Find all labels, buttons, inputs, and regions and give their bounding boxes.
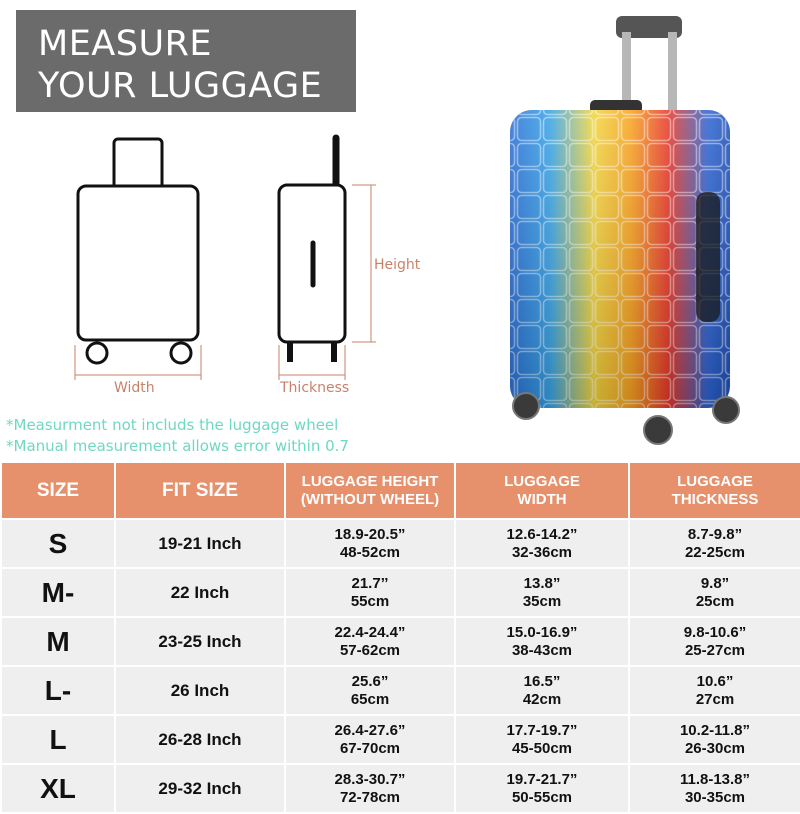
header-fit-size: FIT SIZE xyxy=(116,463,284,518)
width-label: Width xyxy=(114,380,155,396)
cell-thickness-cm: 27cm xyxy=(695,690,735,708)
cell-thickness-cm: 25cm xyxy=(695,592,735,610)
cell-width xyxy=(456,667,628,714)
cell-height xyxy=(286,569,454,616)
cell-fit-size: 23-25 Inch xyxy=(116,618,284,665)
trolley-handle-icon xyxy=(590,16,682,114)
table-row xyxy=(2,618,800,665)
header-width xyxy=(456,463,628,518)
cell-width xyxy=(456,520,628,567)
height-label: Height xyxy=(374,257,421,273)
cell-size: M xyxy=(2,618,114,665)
cell-fit-size: 26-28 Inch xyxy=(116,716,284,763)
cell-width-inch: 19.7-21.7” xyxy=(506,770,578,788)
cell-width-inch: 15.0-16.9” xyxy=(506,623,578,641)
table-row xyxy=(2,520,800,567)
header-thickness-line1: LUGGAGE xyxy=(677,472,753,490)
cell-thickness xyxy=(630,569,800,616)
cell-width-inch: 13.8” xyxy=(523,574,561,592)
thickness-label: Thickness xyxy=(280,380,350,396)
cell-thickness xyxy=(630,520,800,567)
cell-thickness xyxy=(630,765,800,812)
cell-height-cm: 65cm xyxy=(350,690,390,708)
cell-thickness-cm: 30-35cm xyxy=(684,788,746,806)
cell-height-cm: 55cm xyxy=(350,592,390,610)
cell-height-cm: 48-52cm xyxy=(339,543,401,561)
cell-thickness-cm: 22-25cm xyxy=(684,543,746,561)
cell-width-cm: 32-36cm xyxy=(511,543,573,561)
cell-fit-size: 22 Inch xyxy=(116,569,284,616)
table-header-row xyxy=(2,463,800,518)
size-chart-table xyxy=(0,461,800,814)
cell-width xyxy=(456,716,628,763)
height-dimension-line xyxy=(352,185,376,342)
cell-thickness-cm: 25-27cm xyxy=(684,641,746,659)
cell-thickness xyxy=(630,716,800,763)
title-banner xyxy=(16,10,356,112)
cell-height-inch: 18.9-20.5” xyxy=(334,525,406,543)
luggage-cover-image xyxy=(490,12,760,452)
cell-fit-size: 26 Inch xyxy=(116,667,284,714)
cell-width xyxy=(456,618,628,665)
cell-width-inch: 12.6-14.2” xyxy=(506,525,578,543)
header-width-line1: LUGGAGE xyxy=(504,472,580,490)
cell-thickness xyxy=(630,667,800,714)
cell-size: L xyxy=(2,716,114,763)
header-width-line2: WIDTH xyxy=(517,490,567,508)
cell-height-inch: 21.7’’ xyxy=(351,574,389,592)
cell-height-cm: 72-78cm xyxy=(339,788,401,806)
header-thickness-line2: THICKNESS xyxy=(671,490,759,508)
cell-width-inch: 17.7-19.7” xyxy=(506,721,578,739)
header-size: SIZE xyxy=(2,463,114,518)
cell-width-cm: 42cm xyxy=(522,690,562,708)
cell-thickness-inch: 11.8-13.8” xyxy=(679,770,751,788)
cell-height xyxy=(286,716,454,763)
cell-height xyxy=(286,667,454,714)
cell-height-inch: 25.6” xyxy=(351,672,389,690)
cell-size: XL xyxy=(2,765,114,812)
cell-height-cm: 67-70cm xyxy=(339,739,401,757)
table-row xyxy=(2,667,800,714)
cell-size: S xyxy=(2,520,114,567)
title-line-1: MEASURE xyxy=(38,24,213,64)
header-height-line1: LUGGAGE HEIGHT xyxy=(301,472,439,490)
cell-height-inch: 28.3-30.7” xyxy=(334,770,406,788)
cell-height-cm: 57-62cm xyxy=(339,641,401,659)
table-row xyxy=(2,716,800,763)
cell-size: L- xyxy=(2,667,114,714)
front-suitcase-icon xyxy=(78,139,198,363)
cell-size: M- xyxy=(2,569,114,616)
cell-width-cm: 45-50cm xyxy=(511,739,573,757)
title-line-2: YOUR LUGGAGE xyxy=(38,66,323,106)
cell-width-cm: 50-55cm xyxy=(511,788,573,806)
cell-width-cm: 35cm xyxy=(522,592,562,610)
cell-thickness-inch: 9.8-10.6” xyxy=(683,623,747,641)
note-error: *Manual measurement allows error within 0.7 xyxy=(6,437,349,455)
cell-fit-size: 19-21 Inch xyxy=(116,520,284,567)
cell-width xyxy=(456,765,628,812)
cell-width-inch: 16.5” xyxy=(523,672,561,690)
cell-width xyxy=(456,569,628,616)
cell-height xyxy=(286,520,454,567)
header-height xyxy=(286,463,454,518)
cell-thickness xyxy=(630,618,800,665)
cell-thickness-inch: 9.8” xyxy=(700,574,730,592)
cell-height xyxy=(286,618,454,665)
cell-fit-size: 29-32 Inch xyxy=(116,765,284,812)
note-wheel: *Measurment not includs the luggage wheel xyxy=(6,416,339,434)
cell-thickness-inch: 8.7-9.8” xyxy=(687,525,743,543)
header-thickness xyxy=(630,463,800,518)
table-row xyxy=(2,765,800,812)
table-row xyxy=(2,569,800,616)
cell-height-inch: 26.4-27.6” xyxy=(334,721,406,739)
cell-height-inch: 22.4-24.4” xyxy=(334,623,406,641)
header-height-line2: (WITHOUT WHEEL) xyxy=(300,490,440,508)
cell-thickness-cm: 26-30cm xyxy=(684,739,746,757)
cell-width-cm: 38-43cm xyxy=(511,641,573,659)
cell-height xyxy=(286,765,454,812)
side-suitcase-icon xyxy=(279,138,345,362)
cell-thickness-inch: 10.2-11.8” xyxy=(679,721,751,739)
cell-thickness-inch: 10.6” xyxy=(696,672,734,690)
